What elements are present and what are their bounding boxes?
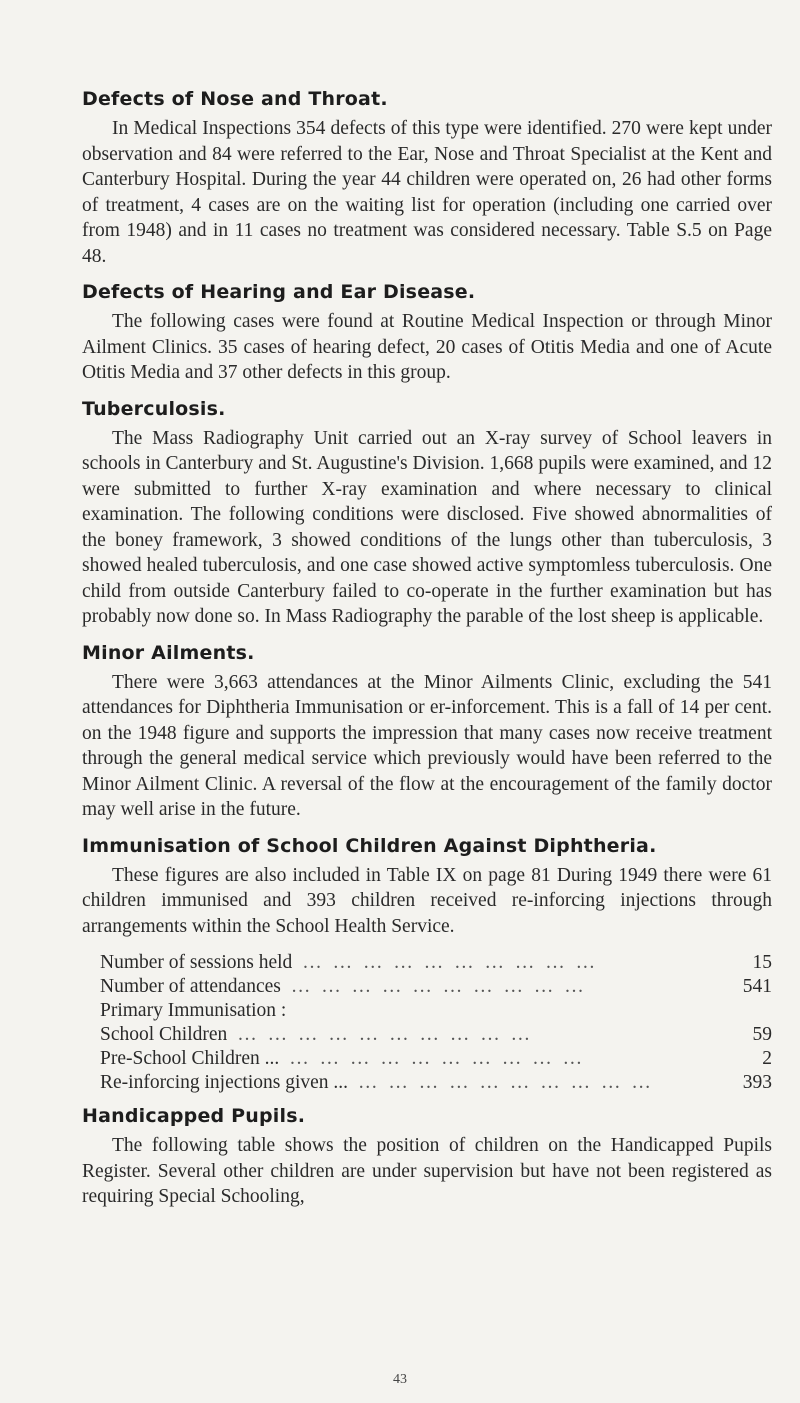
stat-label: Number of attendances xyxy=(100,976,281,997)
heading-minor-ailments: Minor Ailments. xyxy=(82,641,255,664)
section-tuberculosis xyxy=(82,398,772,630)
stat-label: Re-inforcing injections given ... xyxy=(100,1072,349,1093)
page-number: 43 xyxy=(393,1372,407,1387)
leader-dots: … … … … … … … … … … xyxy=(289,1048,586,1069)
stat-row xyxy=(82,999,772,1023)
leader-dots: … … … … … … … … … … xyxy=(237,1024,534,1045)
section-immunisation xyxy=(82,835,772,1096)
heading-handicapped: Handicapped Pupils. xyxy=(82,1105,306,1127)
paragraph-handicapped: The following table shows the position of children on the Handicapped Pupils Register. Several other children are under supervision but have not been registered as requiring Special Schooling, xyxy=(82,1135,772,1207)
section-nose-throat xyxy=(82,88,772,269)
paragraph-hearing: The following cases were found at Routine Medical Inspection or through Minor Ailment Clinics. 35 cases of hearing defect, 20 cases of Otitis Media and one of Acute Otitis Media and 37 other defects in this group. xyxy=(82,311,772,383)
stat-value: 59 xyxy=(752,1024,772,1045)
section-minor-ailments xyxy=(82,642,772,823)
immunisation-stats-list xyxy=(82,951,772,1095)
stat-label: Number of sessions held xyxy=(100,952,293,973)
stat-row xyxy=(82,975,772,999)
leader-dots: … … … … … … … … … … xyxy=(302,952,599,973)
stat-label: Pre-School Children ... xyxy=(100,1048,280,1069)
leader-dots: … … … … … … … … … … xyxy=(358,1072,654,1093)
stat-value: 2 xyxy=(762,1048,772,1069)
stat-value: 393 xyxy=(742,1072,772,1093)
stat-row xyxy=(82,951,772,975)
section-handicapped xyxy=(82,1105,772,1210)
stat-value: 15 xyxy=(752,952,772,973)
section-hearing xyxy=(82,281,772,386)
paragraph-minor-ailments: There were 3,663 attendances at the Minor Ailments Clinic, excluding the 541 attendances for Diphtheria Immunisation or er-inforcement. This is a fall of 14 per cent. on the 1948 figure and supports the impression that many cases now receive treatment through the general medical service which previously would have been referred to the Minor Ailment Clinic. A reversal of the flow at the encouragement of the family doctor may well arise in the future. xyxy=(82,671,772,820)
heading-nose-throat: Defects of Nose and Throat. xyxy=(82,88,388,110)
heading-tuberculosis: Tuberculosis. xyxy=(82,397,226,420)
stat-row xyxy=(82,1047,772,1071)
paragraph-nose-throat: In Medical Inspections 354 defects of this type were identified. 270 were kept under observation and 84 were referred to the Ear, Nose and Throat Specialist at the Kent and Canterbury Hospital. During the year 44 children were operated on, 26 had other forms of treatment, 4 cases are on the waiting list for operation (including one carried over from 1948) and in 11 cases no treatment was considered necessary. Table S.5 on Page 48. xyxy=(82,118,772,267)
paragraph-immunisation: These figures are also included in Table IX on page 81 During 1949 there were 61 children immunised and 393 children received re-inforcing injections through arrangements within the School Health Service. xyxy=(82,864,772,937)
paragraph-tuberculosis: The Mass Radiography Unit carried out an X-ray survey of School leavers in schools in Canterbury and St. Augustine's Division. 1,668 pupils were examined, and 12 were submitted to further X-ray examination and where necessary to clinical examination. The following conditions were disclosed. Five showed abnormalities of the boney framework, 3 showed conditions of the lungs other than tuberculosis, 3 showed healed tuberculosis, and one case showed active symptomless tuberculosis. One child from outside Canterbury failed to co-operate in the further examination but has probably now done so. In Mass Radiography the parable of the lost sheep is applicable. xyxy=(82,427,772,627)
stat-label: Primary Immunisation : xyxy=(100,1000,287,1021)
stat-label: School Children xyxy=(100,1024,228,1045)
stat-row xyxy=(82,1071,772,1095)
heading-hearing: Defects of Hearing and Ear Disease. xyxy=(82,281,476,303)
heading-immunisation: Immunisation of School Children Against Diphtheria. xyxy=(82,834,657,857)
stat-value: 541 xyxy=(742,976,772,997)
stat-row xyxy=(82,1023,772,1047)
leader-dots: … … … … … … … … … … xyxy=(290,976,587,997)
